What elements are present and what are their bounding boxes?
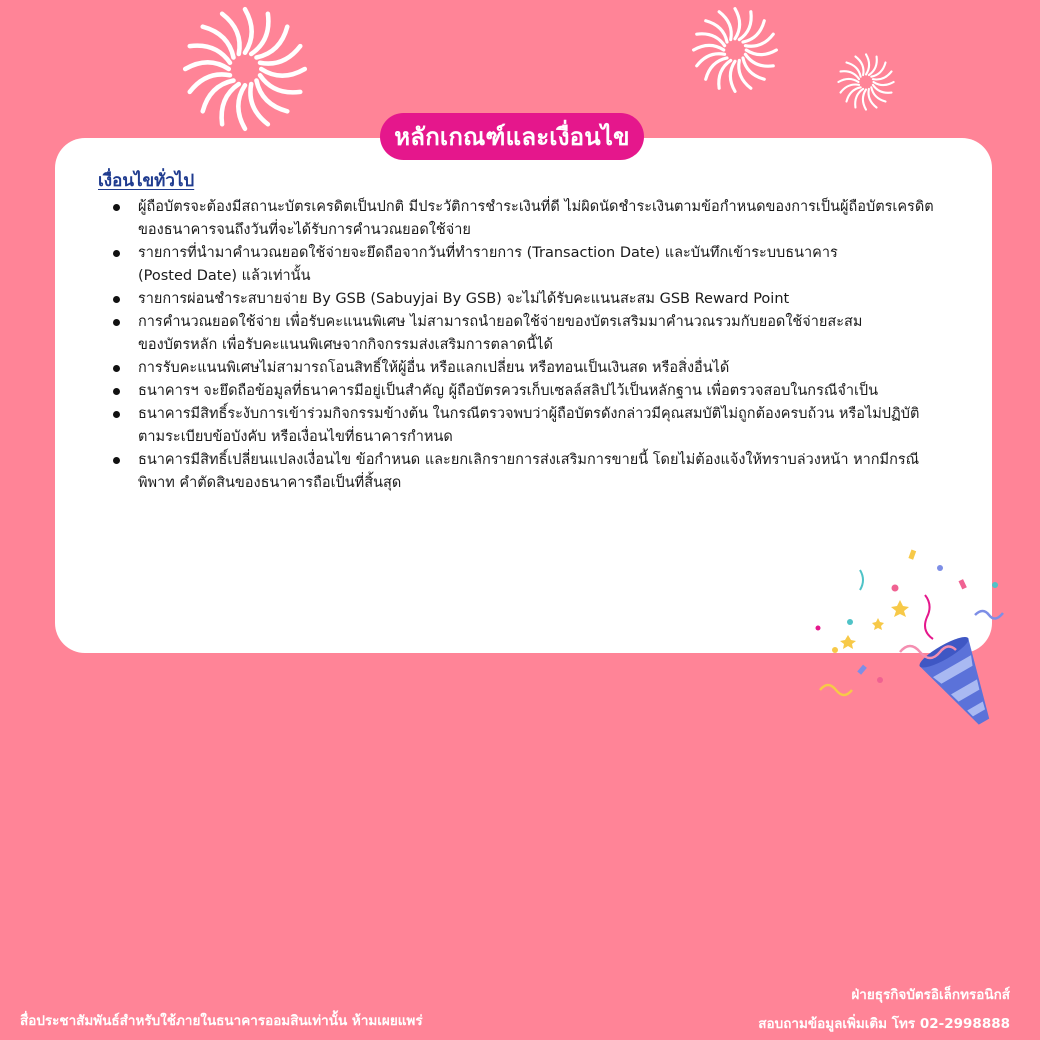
terms-list [108, 196, 958, 495]
terms-item-text: ของบัตรหลัก เพื่อรับคะแนนพิเศษจากกิจกรรมส่งเสริมการตลาดนี้ได้ [138, 337, 553, 353]
terms-item-text: ผู้ถือบัตรจะต้องมีสถานะบัตรเครดิตเป็นปกติ มีประวัติการชำระเงินที่ดี ไม่ผิดนัดชำระเงินตามข้อกำหนดของการเป็นผู้ถือบัตรเครดิต [138, 199, 934, 215]
bullet-icon [113, 250, 120, 257]
party-popper-icon [800, 540, 1020, 730]
terms-item-text: (Posted Date) แล้วเท่านั้น [138, 268, 311, 284]
page-title: หลักเกณฑ์และเงื่อนไข [380, 113, 644, 160]
footer-disclaimer: สื่อประชาสัมพันธ์สำหรับใช้ภายในธนาคารออมสินเท่านั้น ห้ามเผยแพร่ [20, 1013, 423, 1029]
terms-item [108, 311, 958, 357]
footer-department: ฝ่ายธุรกิจบัตรอิเล็กทรอนิกส์ [851, 987, 1010, 1003]
terms-item [108, 242, 958, 288]
terms-item-text: ของธนาคารจนถึงวันที่จะได้รับการคำนวณยอดใช้จ่าย [138, 222, 471, 238]
terms-item [108, 449, 958, 495]
section-heading: เงื่อนไขทั่วไป [98, 171, 195, 191]
terms-item-text: ธนาคารมีสิทธิ์เปลี่ยนแปลงเงื่อนไข ข้อกำหนด และยกเลิกรายการส่งเสริมการขายนี้ โดยไม่ต้องแจ้งให้ทราบล่วงหน้า หากมีกรณี [138, 452, 920, 468]
terms-item-text: การคำนวณยอดใช้จ่าย เพื่อรับคะแนนพิเศษ ไม่สามารถนำยอดใช้จ่ายของบัตรเสริมมาคำนวณรวมกับยอดใช้จ่ายสะสม [138, 314, 863, 330]
bullet-icon [113, 204, 120, 211]
bullet-icon [113, 365, 120, 372]
terms-item [108, 357, 958, 380]
footer-contact: สอบถามข้อมูลเพิ่มเติม โทร 02-2998888 [758, 1016, 1010, 1032]
bullet-icon [113, 388, 120, 395]
firework-burst-icon [836, 52, 896, 112]
terms-item [108, 196, 958, 242]
bullet-icon [113, 296, 120, 303]
terms-item [108, 288, 958, 311]
terms-item-text: ตามระเบียบข้อบังคับ หรือเงื่อนไขที่ธนาคารกำหนด [138, 429, 453, 445]
bullet-icon [113, 319, 120, 326]
terms-item [108, 403, 958, 449]
bullet-icon [113, 457, 120, 464]
terms-item-text: ธนาคารมีสิทธิ์ระงับการเข้าร่วมกิจกรรมข้างต้น ในกรณีตรวจพบว่าผู้ถือบัตรดังกล่าวมีคุณสมบัติไม่ถูกต้องครบถ้วน หรือไม่ปฏิบัติ [138, 406, 920, 422]
terms-item-text: ธนาคารฯ จะยึดถือข้อมูลที่ธนาคารมีอยู่เป็นสำคัญ ผู้ถือบัตรควรเก็บเซลล์สลิปไว้เป็นหลักฐาน เพื่อตรวจสอบในกรณีจำเป็น [138, 383, 879, 399]
bullet-icon [113, 411, 120, 418]
terms-item-text: รายการผ่อนชำระสบายจ่าย By GSB (Sabuyjai By GSB) จะไม่ได้รับคะแนนสะสม GSB Reward Point [138, 291, 790, 307]
terms-item-text: รายการที่นำมาคำนวณยอดใช้จ่ายจะยึดถือจากวันที่ทำรายการ (Transaction Date) และบันทึกเข้าระบบธนาคาร [138, 245, 838, 261]
terms-item-text: พิพาท คำตัดสินของธนาคารถือเป็นที่สิ้นสุด [138, 475, 402, 491]
firework-burst-icon [180, 0, 310, 138]
terms-item [108, 380, 958, 403]
firework-burst-icon [690, 5, 780, 95]
terms-item-text: การรับคะแนนพิเศษไม่สามารถโอนสิทธิ์ให้ผู้อื่น หรือแลกเปลี่ยน หรือทอนเป็นเงินสด หรือสิ่งอื่นได้ [138, 360, 730, 376]
